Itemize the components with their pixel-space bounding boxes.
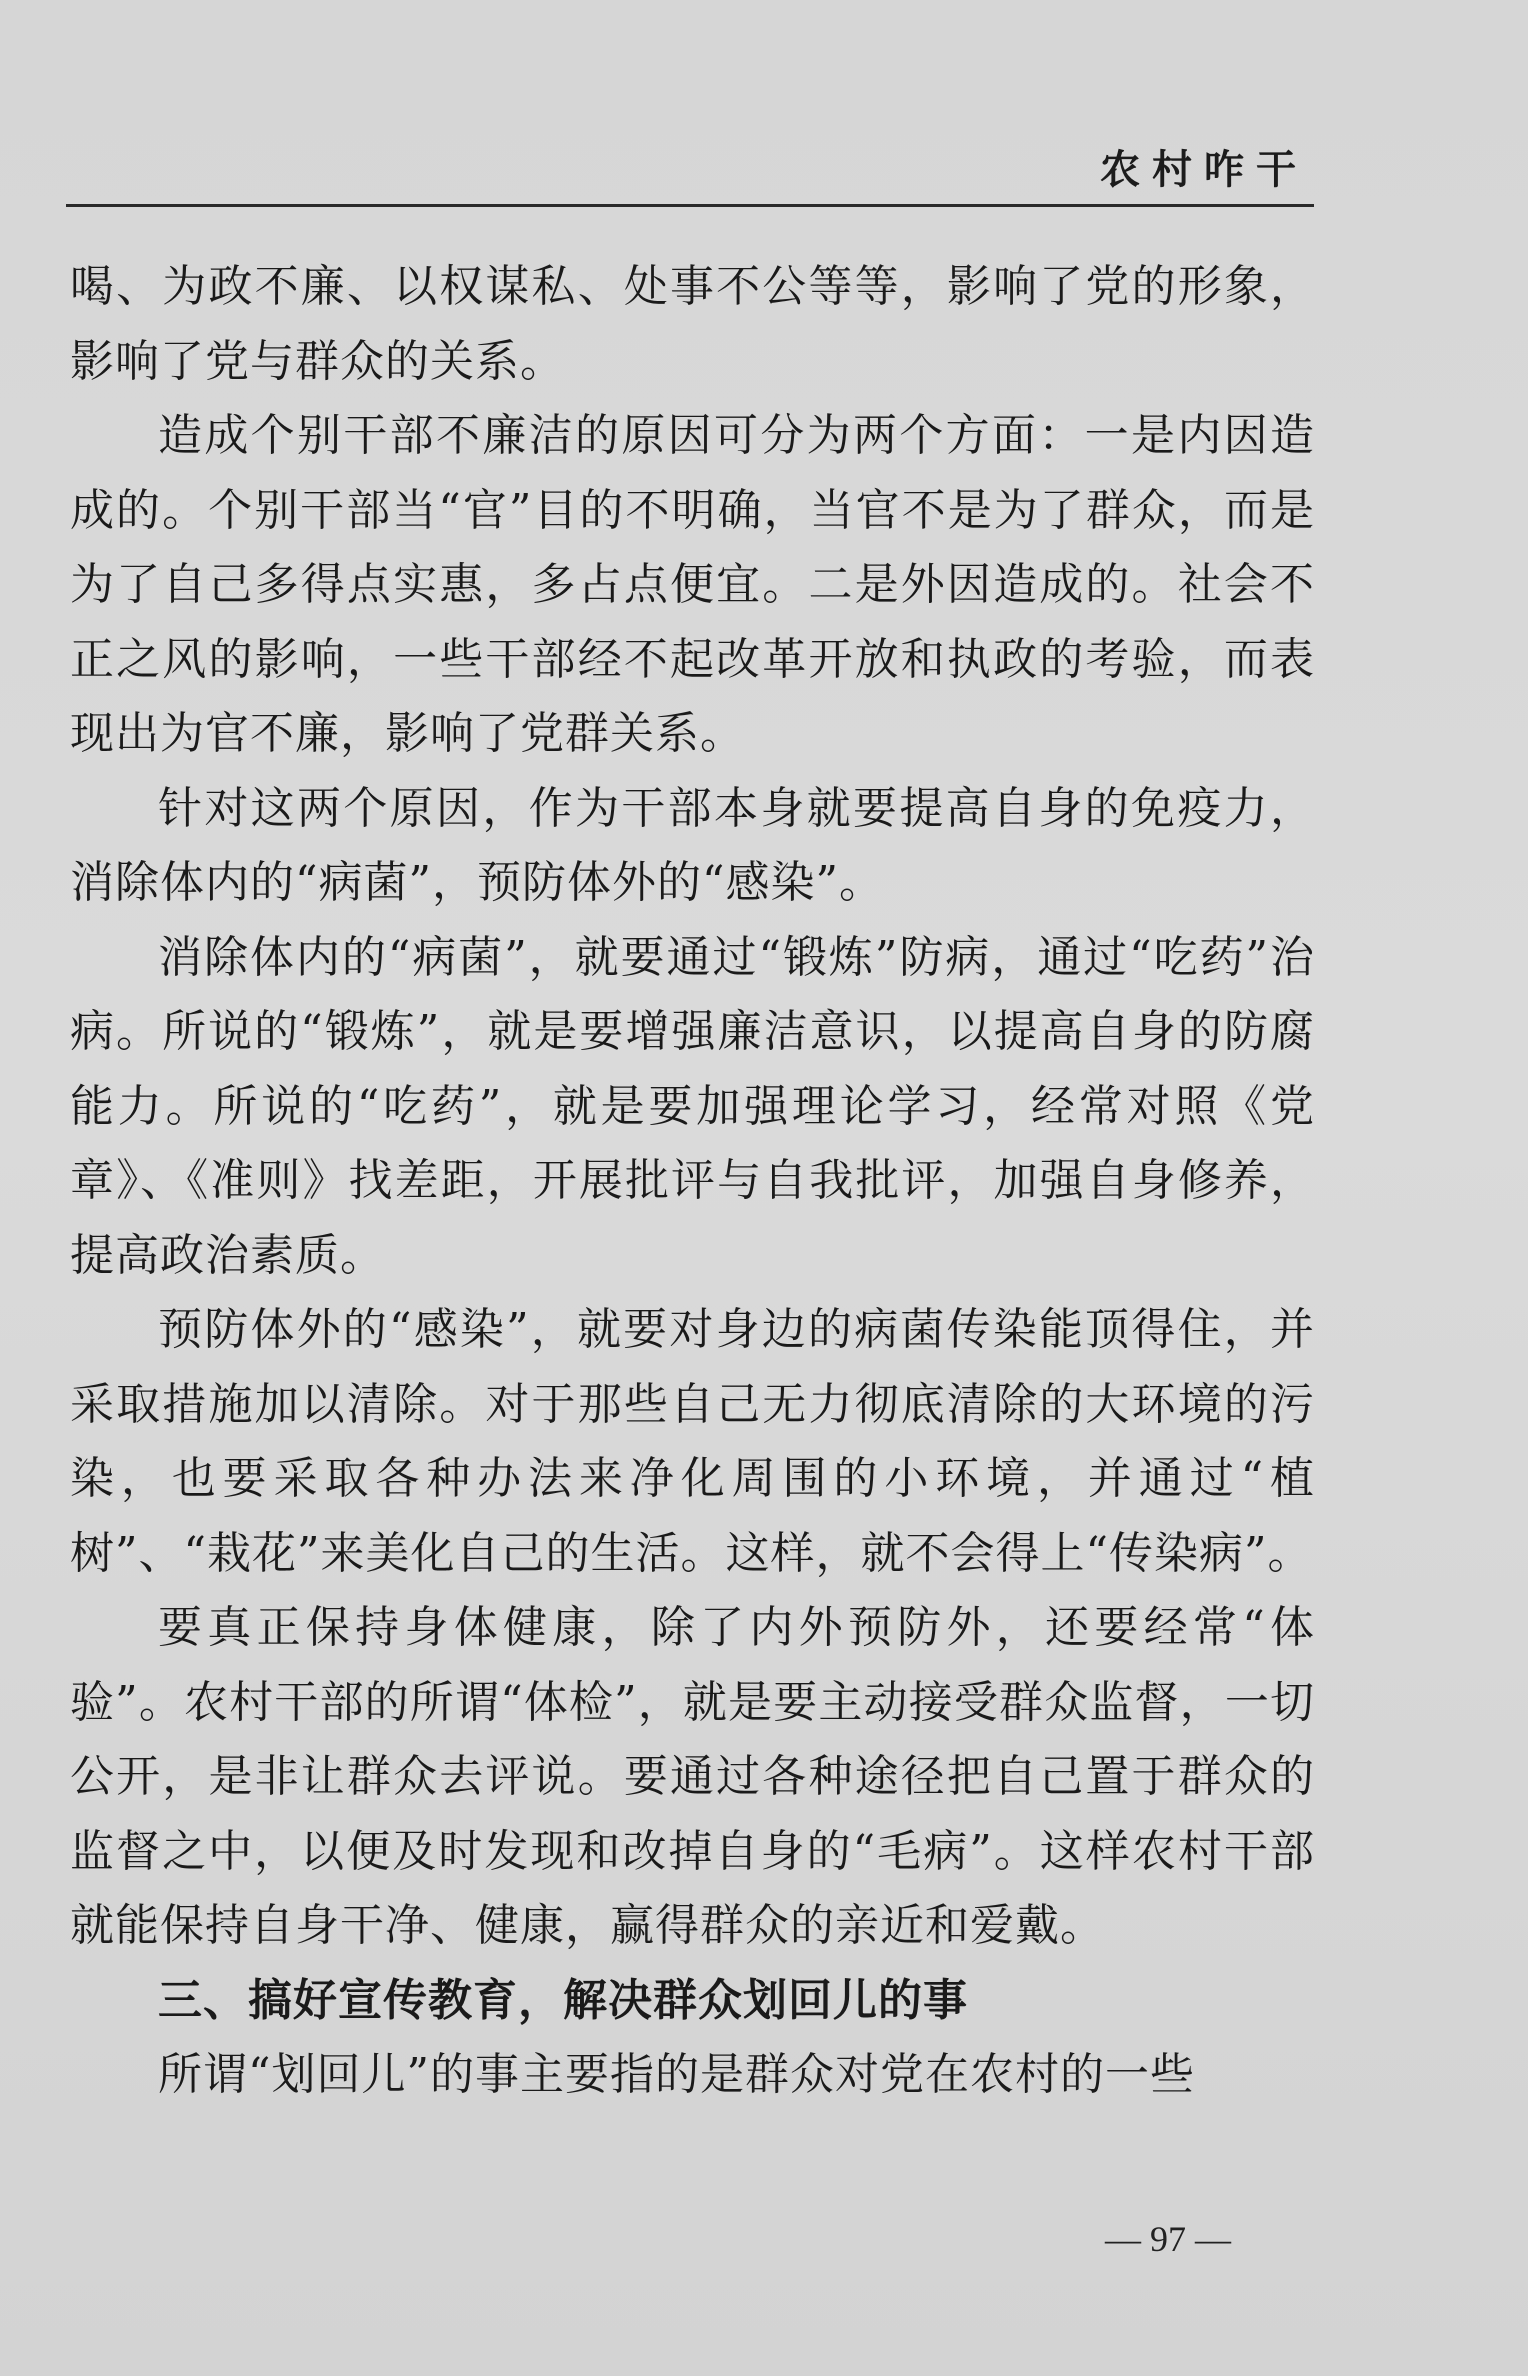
paragraph-1: 喝、为政不廉、以权谋私、处事不公等等，影响了党的形象，影响了党与群众的关系。 (70, 261, 1315, 387)
paragraph-5: 预防体外的“感染”，就要对身边的病菌传染能顶得住，并采取措施加以清除。对于那些自己无力彻底清除的大环境的污染，也要采取各种办法来净化周围的小环境，并通过“植树”、“栽花”来美化自己的生活。这样，就不会得上“传染病”。 (70, 1304, 1315, 1579)
paragraph-4: 消除体内的“病菌”，就要通过“锻炼”防病，通过“吃药”治病。所说的“锻炼”，就是要增强廉洁意识，以提高自身的防腐能力。所说的“吃药”，就是要加强理论学习，经常对照《党章》、《准则》找差距，开展批评与自我批评，加强自身修养，提高政治素质。 (70, 931, 1315, 1281)
paragraph-6: 要真正保持身体健康，除了内外预防外，还要经常“体验”。农村干部的所谓“体检”，就是要主动接受群众监督，一切公开，是非让群众去评说。要通过各种途径把自己置于群众的监督之中，以便及时发现和改掉自身的“毛病”。这样农村干部就能保持自身干净、健康，赢得群众的亲近和爱戴。 (70, 1602, 1315, 1951)
paragraph-3: 针对这两个原因，作为干部本身就要提高自身的免疫力，消除体内的“病菌”，预防体外的“感染”。 (70, 782, 1315, 908)
page-number: — 97 — (1105, 2219, 1231, 2259)
section-heading: 三、搞好宣传教育，解决群众划回儿的事 (158, 1974, 968, 2026)
paragraph-7: 所谓“划回儿”的事主要指的是群众对党在农村的一些 (158, 2049, 1195, 2100)
header-rule (66, 204, 1314, 207)
paragraph-2: 造成个别干部不廉洁的原因可分为两个方面：一是内因造成的。个别干部当“官”目的不明确，当官不是为了群众，而是为了自己多得点实惠，多占点便宜。二是外因造成的。社会不正之风的影响，一些干部经不起改革开放和执政的考验，而表现出为官不廉，影响了党群关系。 (70, 410, 1315, 759)
running-title: 农村咋干 (1100, 147, 1308, 193)
page-body (70, 250, 1315, 2113)
